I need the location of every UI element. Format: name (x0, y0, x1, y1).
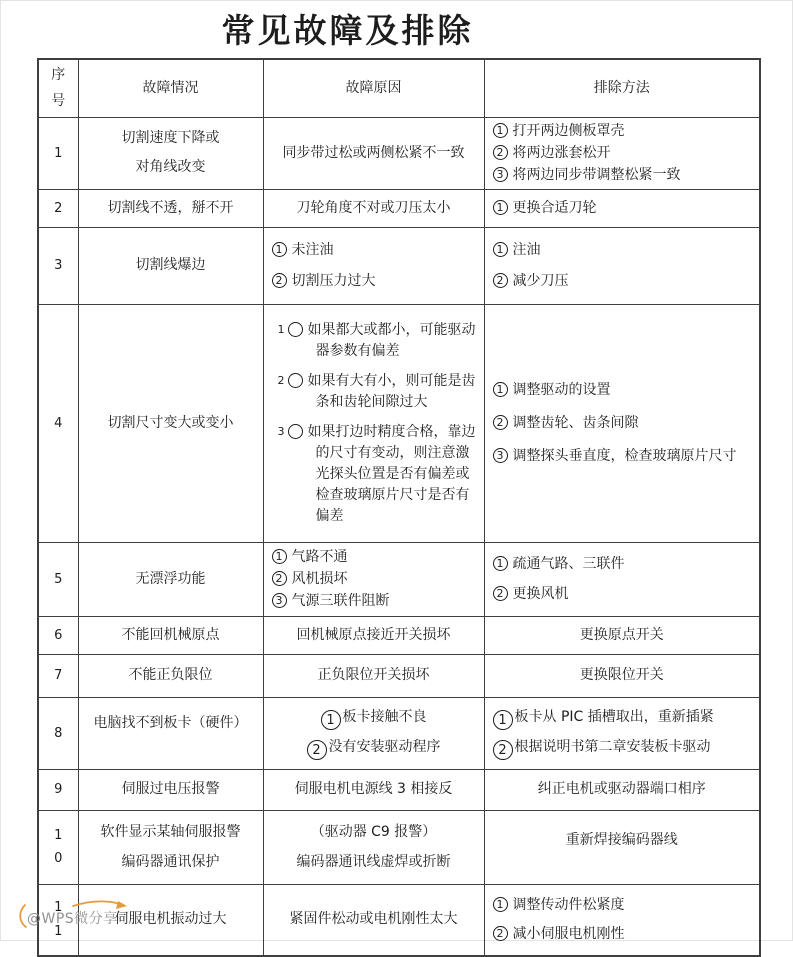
cell-fault (78, 304, 263, 542)
cell-line: 正负限位开关损坏 (317, 667, 430, 684)
row-number: 5 (54, 571, 63, 587)
cell-line: 1 板卡接触不良 (268, 707, 480, 730)
cell-line: 2 更换风机 (493, 584, 756, 605)
circled-number-icon: 2 (272, 273, 287, 288)
watermark-text: @WPS微分享 (27, 911, 118, 927)
cell-fault (78, 189, 263, 227)
table-header (38, 59, 760, 118)
cell-fault (78, 654, 263, 697)
cell-num (38, 304, 78, 542)
cell-line: 编码器通讯线虚焊或折断 (296, 853, 451, 870)
cell-line: 无漂浮功能 (135, 570, 206, 587)
circled-number-icon: 3 (493, 448, 508, 463)
header-cell-num (38, 59, 78, 118)
cell-line: 1 如果都大或都小，可能驱动器参数有偏差 (277, 321, 476, 359)
header-label: 排除方法 (593, 79, 650, 96)
cell-cause (263, 810, 484, 884)
cell-line: 1 疏通气路、三联件 (493, 554, 756, 575)
cell-fault (78, 616, 263, 654)
circled-number-icon: 1 (493, 897, 508, 912)
row-number: 7 (54, 668, 63, 684)
cell-line: 切割线爆边 (135, 257, 206, 274)
row-number: 8 (54, 725, 63, 741)
cell-fix (484, 117, 760, 189)
circled-number-icon: 3 (493, 167, 508, 182)
cell-line: 2 没有安装驱动程序 (268, 737, 480, 760)
circled-number-icon: 2 (493, 415, 508, 430)
circled-number-icon: 1 (493, 200, 508, 215)
cell-line: （驱动器 C9 报警） (310, 823, 437, 840)
circled-number-icon: 1 (288, 322, 303, 337)
cell-fault (78, 810, 263, 884)
cell-num (38, 654, 78, 697)
cell-line: 2 根据说明书第二章安装板卡驱动 (493, 737, 756, 760)
cell-line: 不能回机械原点 (121, 626, 220, 643)
cell-line: 紧固件松动或电机刚性太大 (289, 911, 458, 928)
table-body (38, 117, 760, 956)
row-number: 4 (54, 415, 63, 431)
cell-num (38, 697, 78, 769)
cell-cause (263, 884, 484, 956)
circled-number-icon: 3 (272, 593, 287, 608)
cell-line: 1 未注油 (272, 240, 480, 261)
cell-fix (484, 884, 760, 956)
cell-cause (263, 304, 484, 542)
cell-fault (78, 227, 263, 304)
cell-line: 对角线改变 (135, 159, 206, 176)
cell-line: 2 调整齿轮、齿条间隙 (493, 413, 756, 434)
table-row (38, 654, 760, 697)
cell-fix (484, 304, 760, 542)
row-number: 10 (54, 827, 63, 867)
circled-number-icon: 1 (493, 242, 508, 257)
cell-num (38, 616, 78, 654)
circled-number-icon: 1 (321, 710, 341, 730)
header-label: 故障原因 (345, 79, 402, 96)
cell-cause (263, 227, 484, 304)
cell-num (38, 769, 78, 810)
header-label: 故障情况 (142, 79, 199, 96)
cell-line: 1 打开两边侧板罩壳 (493, 121, 756, 142)
table-row (38, 697, 760, 769)
cell-fix (484, 769, 760, 810)
cell-line: 纠正电机或驱动器端口相序 (537, 781, 706, 798)
table-row (38, 769, 760, 810)
cell-line: 2 将两边涨套松开 (493, 143, 756, 164)
circled-number-icon: 2 (493, 145, 508, 160)
circled-number-icon: 2 (272, 571, 287, 586)
cell-line: 2 风机损坏 (272, 569, 480, 590)
circled-number-icon: 2 (493, 586, 508, 601)
row-number: 6 (54, 627, 63, 643)
cell-num (38, 227, 78, 304)
cell-cause (263, 542, 484, 616)
cell-line: 同步带过松或两侧松紧不一致 (282, 144, 465, 161)
cell-num (38, 810, 78, 884)
cell-line: 1 气路不通 (272, 547, 480, 568)
cell-line: 1 板卡从 PIC 插槽取出，重新插紧 (493, 707, 756, 730)
cell-line: 1 注油 (493, 240, 756, 261)
table-row (38, 616, 760, 654)
wps-watermark (15, 900, 155, 932)
cell-line: 3 调整探头垂直度，检查玻璃原片尺寸 (493, 446, 756, 467)
cell-line: 1 调整驱动的设置 (493, 380, 756, 401)
table-row (38, 304, 760, 542)
cell-line: 3 将两边同步带调整松紧一致 (493, 165, 756, 186)
cell-line: 切割速度下降或 (121, 130, 220, 147)
table-row (38, 542, 760, 616)
row-number: 2 (54, 200, 63, 216)
fault-table (37, 58, 761, 957)
table-row (38, 189, 760, 227)
row-number: 1 (54, 145, 63, 161)
header-cell-fix (484, 59, 760, 118)
circled-number-icon: 1 (493, 556, 508, 571)
cell-cause (263, 117, 484, 189)
circled-number-icon: 2 (493, 740, 513, 760)
circled-number-icon: 1 (272, 549, 287, 564)
cell-fault (78, 117, 263, 189)
cell-cause (263, 189, 484, 227)
cell-cause (263, 654, 484, 697)
row-number: 11 (54, 900, 63, 939)
cell-line: 回机械原点接近开关损坏 (296, 626, 451, 643)
cell-line: 1 调整传动件松紧度 (493, 895, 756, 916)
circled-number-icon: 2 (307, 740, 327, 760)
circled-number-icon: 1 (493, 382, 508, 397)
cell-line: 2 减少刀压 (493, 271, 756, 292)
circled-number-icon: 3 (288, 424, 303, 439)
cell-fix (484, 810, 760, 884)
cell-line: 伺服电机振动过大 (114, 911, 227, 928)
cell-line: 不能正负限位 (128, 667, 213, 684)
page-title: 常见故障及排除 (221, 11, 474, 50)
circled-number-icon: 2 (493, 926, 508, 941)
cell-cause (263, 769, 484, 810)
cell-fix (484, 189, 760, 227)
circled-number-icon: 2 (288, 373, 303, 388)
cell-line: 编码器通讯保护 (121, 853, 220, 870)
cell-line: 重新焊接编码器线 (565, 831, 678, 848)
cell-fix (484, 616, 760, 654)
circled-number-icon: 1 (272, 242, 287, 257)
cell-line: 2 如果有大有小，则可能是齿条和齿轮间隙过大 (277, 372, 476, 410)
cell-num (38, 117, 78, 189)
table-row (38, 117, 760, 189)
header-row (38, 59, 760, 118)
cell-line: 1 更换合适刀轮 (493, 198, 756, 219)
cell-line: 刀轮角度不对或刀压太小 (296, 199, 451, 216)
cell-line: 伺服电机电源线 3 相接反 (294, 781, 453, 798)
cell-fix (484, 697, 760, 769)
cell-fix (484, 227, 760, 304)
cell-cause (263, 697, 484, 769)
cell-line: 电脑找不到板卡（硬件） (93, 714, 248, 731)
circled-number-icon: 2 (493, 273, 508, 288)
table-row (38, 810, 760, 884)
cell-cause (263, 616, 484, 654)
cell-line: 软件显示某轴伺服报警 (100, 823, 241, 840)
cell-line: 伺服过电压报警 (121, 781, 220, 798)
circled-number-icon: 1 (493, 123, 508, 138)
cell-fix (484, 654, 760, 697)
cell-line: 更换限位开关 (579, 667, 664, 684)
table-row (38, 227, 760, 304)
cell-fault (78, 769, 263, 810)
header-cell-cause (263, 59, 484, 118)
header-cell-fault (78, 59, 263, 118)
cell-num (38, 542, 78, 616)
cell-fault (78, 697, 263, 769)
cell-line: 2 切割压力过大 (272, 271, 480, 292)
cell-fix (484, 542, 760, 616)
cell-line: 2 减小伺服电机刚性 (493, 924, 756, 945)
header-label: 序号 (51, 66, 66, 110)
row-number: 9 (54, 782, 63, 798)
cell-num (38, 189, 78, 227)
cell-line: 切割线不透，掰不开 (107, 199, 234, 216)
row-number: 3 (54, 258, 63, 274)
cell-fault (78, 542, 263, 616)
circled-number-icon: 1 (493, 710, 513, 730)
cell-line: 3 如果打边时精度合格，靠边的尺寸有变动，则注意激光探头位置是否有偏差或检查玻璃原片尺寸是否有偏差 (277, 423, 476, 524)
cell-line: 切割尺寸变大或变小 (107, 414, 234, 431)
cell-line: 更换原点开关 (579, 626, 664, 643)
cell-line: 3 气源三联件阻断 (272, 591, 480, 612)
